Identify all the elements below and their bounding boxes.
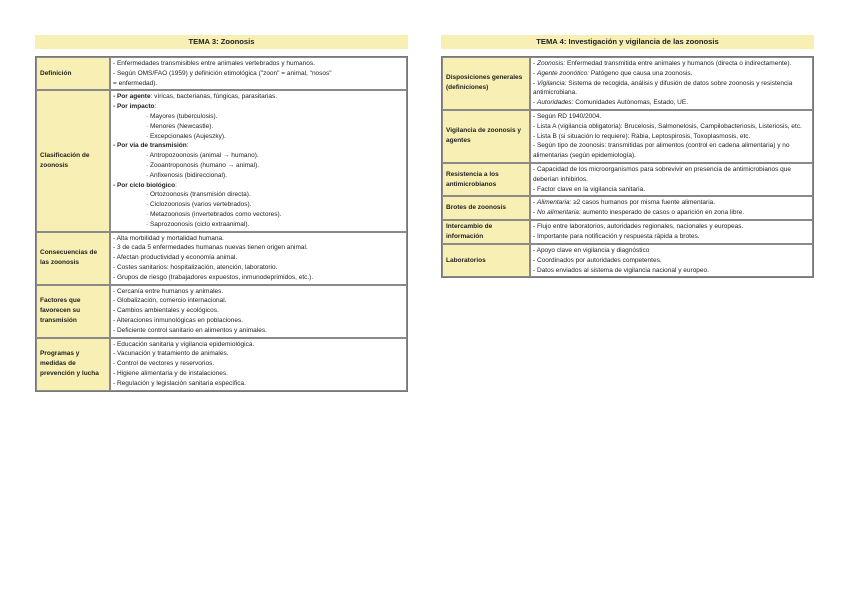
tema3-title: TEMA 3: Zoonosis <box>35 35 408 49</box>
row-content-consecuencias: - Alta morbilidad y mortalidad humana. - 3 de cada 5 enfermedades humanas nuevas tienen origen animal. - Afectan productividad y economía animal. - Costes sanitarios: hospitalización, atención, laboratorio. - Grupos de riesgo (trabajadores expuestos, inmunodeprimidos, etc.). <box>110 232 407 285</box>
row-content-factores: - Cercanía entre humanos y animales. - Globalización, comercio internacional. - Cambios ambientales y ecológicos. - Alteraciones inmunológicas en poblaciones. - Deficiente control sanitario en alimentos y animales. <box>110 285 407 338</box>
tema4-title: TEMA 4: Investigación y vigilancia de las zoonosis <box>441 35 814 49</box>
row-header-intercambio: Intercambio de información <box>442 220 530 244</box>
row-header-consecuencias: Consecuencias de las zoonosis <box>36 232 110 285</box>
tema3-table <box>35 56 408 392</box>
row-header-definicion: Definición <box>36 57 110 90</box>
row-content-programas: - Educación sanitaria y vigilancia epidemiológica. - Vacunación y tratamiento de animales. - Control de vectores y reservorios. - Higiene alimentaria y de instalaciones. - Regulación y legislación sanitaria específica. <box>110 338 407 391</box>
table-row <box>442 220 813 244</box>
table-row <box>36 232 407 285</box>
row-content-brotes: - Alimentaria: ≥2 casos humanos por misma fuente alimentaria. - No alimentaria: aumento inesperado de casos o aparición en zona libre. <box>530 196 813 220</box>
row-content-clasificacion: - Por agente: víricas, bacterianas, fúngicas, parasitarias. - Por impacto: · Mayores (tuberculosis). · Menores (Newcastle). · Excepcionales (Aujeszky). - Por vía de transmisión: · Antropozoonosis (animal → humano). · Zooantroponosis (humano → animal). · Anfixenosis (bidireccional). - Por ciclo biológico: · Ortozoonosis (transmisión directa). · Ciclozoonosis (varios vertebrados). · Metazoonosis (invertebrados como vectores). · Saprozoonosis (ciclo extraanimal). <box>110 90 407 231</box>
table-row <box>36 338 407 391</box>
row-header-resistencia: Resistencia a los antimicrobianos <box>442 163 530 196</box>
row-content-resistencia: - Capacidad de los microorganismos para sobrevivir en presencia de antimicrobianos que deberían inhibirlos. - Factor clave en la vigilancia sanitaria. <box>530 163 813 196</box>
tema4-table <box>441 56 814 278</box>
row-header-programas: Programas y medidas de prevención y lucha <box>36 338 110 391</box>
table-row <box>442 244 813 277</box>
row-header-vigilancia: Vigilancia de zoonosis y agentes <box>442 110 530 163</box>
table-row <box>36 90 407 231</box>
table-row <box>36 285 407 338</box>
row-content-definicion: - Enfermedades transmisibles entre animales vertebrados y humanos. - Según OMS/FAO (1959) y definición etimológica ("zoon" = animal, "nosos" = enfermedad). <box>110 57 407 90</box>
table-row <box>442 57 813 110</box>
tema3-section <box>35 35 408 392</box>
table-row <box>442 163 813 196</box>
row-header-factores: Factores que favorecen su transmisión <box>36 285 110 338</box>
table-row <box>36 57 407 90</box>
tema4-section <box>441 35 814 278</box>
row-header-disposiciones: Disposiciones generales (definiciones) <box>442 57 530 110</box>
row-header-laboratorios: Laboratorios <box>442 244 530 277</box>
table-row <box>442 110 813 163</box>
row-content-disposiciones: - Zoonosis: Enfermedad transmitida entre animales y humanos (directa o indirectamente). - Agente zoonótico: Patógeno que causa una zoonosis. - Vigilancia: Sistema de recogida, análisis y difusión de datos sobre zoonosis y resistencia antimicrobiana. - Autoridades: Comunidades Autónomas, Estado, UE. <box>530 57 813 110</box>
row-header-brotes: Brotes de zoonosis <box>442 196 530 220</box>
row-header-clasificacion: Clasificación de zoonosis <box>36 90 110 231</box>
table-row <box>442 196 813 220</box>
row-content-intercambio: - Flujo entre laboratorios, autoridades regionales, nacionales y europeas. - Importante para notificación y respuesta rápida a brotes. <box>530 220 813 244</box>
row-content-vigilancia: - Según RD 1940/2004. - Lista A (vigilancia obligatoria): Brucelosis, Salmonelosis, Campilobacteriosis, Listeriosis, etc. - Lista B (si situación lo requiere): Rabia, Leptospirosis, Toxoplasmosis, etc. - Según tipo de zoonosis: transmitidas por alimentos (control en cadena alimentaria) y no alimentarias (según epidemiología). <box>530 110 813 163</box>
row-content-laboratorios: - Apoyo clave en vigilancia y diagnóstico - Coordinados por autoridades competentes. - Datos enviados al sistema de vigilancia nacional y europeo. <box>530 244 813 277</box>
